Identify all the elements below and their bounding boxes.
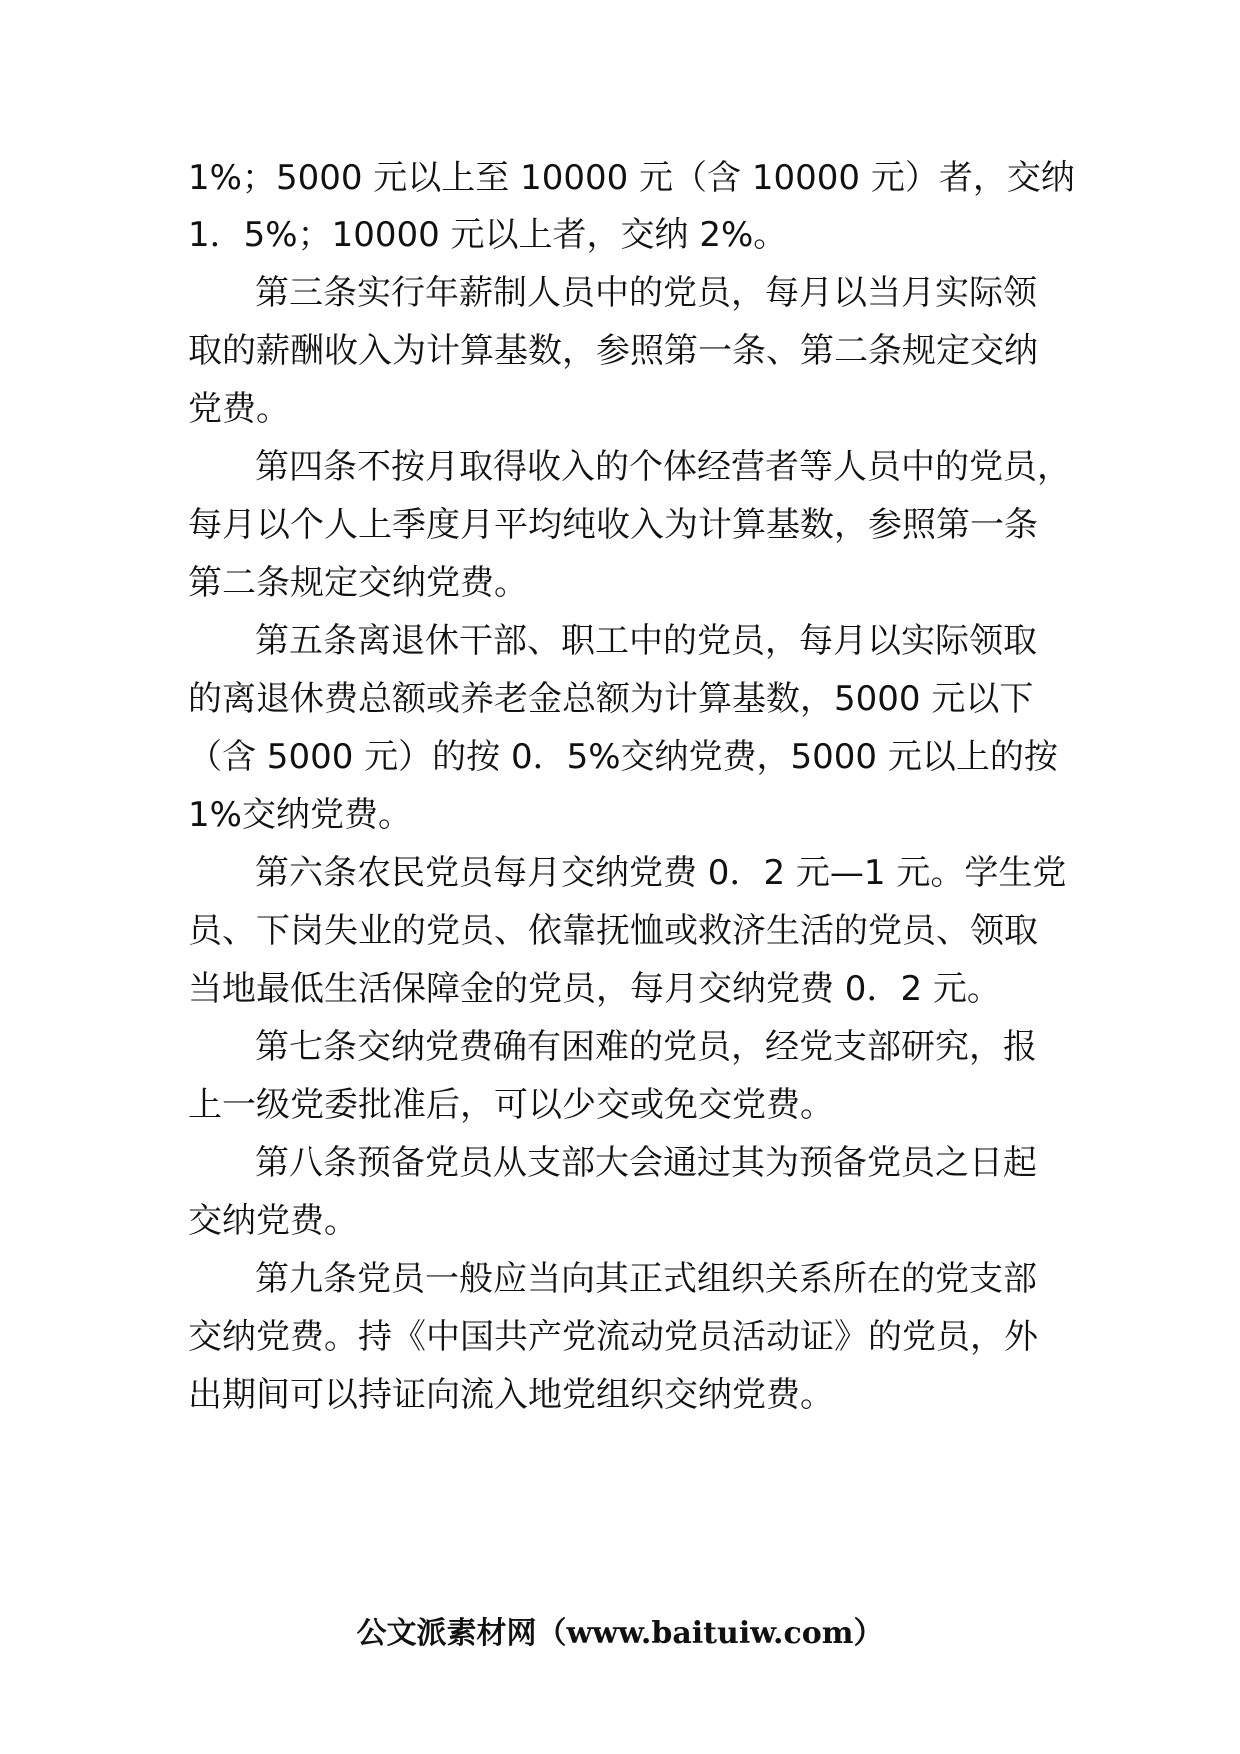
article-9-line-3: 出期间可以持证向流入地党组织交纳党费。: [188, 1375, 834, 1415]
footer-watermark: 公文派素材网（www.baituiw.com）: [356, 1616, 884, 1651]
article-5-line-4: 1%交纳党费。: [188, 795, 412, 835]
article-6-line-1: 第六条农民党员每月交纳党费 0．2 元—1 元。学生党: [255, 853, 1067, 893]
article-5-line-3: （含 5000 元）的按 0．5%交纳党费，5000 元以上的按: [188, 737, 1058, 777]
body-line-1: 1%；5000 元以上至 10000 元（含 10000 元）者，交纳: [188, 158, 1075, 198]
article-7-line-2: 上一级党委批准后，可以少交或免交党费。: [188, 1085, 834, 1125]
article-4-line-2: 每月以个人上季度月平均纯收入为计算基数，参照第一条: [188, 505, 1038, 545]
article-9-line-2: 交纳党费。持《中国共产党流动党员活动证》的党员，外: [188, 1317, 1038, 1357]
article-4-line-1: 第四条不按月取得收入的个体经营者等人员中的党员，: [255, 447, 1071, 487]
article-3-line-2: 取的薪酬收入为计算基数，参照第一条、第二条规定交纳: [188, 331, 1038, 371]
article-8-line-2: 交纳党费。: [188, 1201, 358, 1241]
article-9-line-1: 第九条党员一般应当向其正式组织关系所在的党支部: [255, 1259, 1037, 1299]
article-3-line-3: 党费。: [188, 389, 290, 429]
article-6-line-3: 当地最低生活保障金的党员，每月交纳党费 0．2 元。: [188, 969, 1001, 1009]
article-3-line-1: 第三条实行年薪制人员中的党员，每月以当月实际领: [255, 273, 1037, 313]
body-line-2: 1．5%；10000 元以上者，交纳 2%。: [188, 215, 788, 255]
article-8-line-1: 第八条预备党员从支部大会通过其为预备党员之日起: [255, 1143, 1037, 1183]
article-5-line-1: 第五条离退休干部、职工中的党员，每月以实际领取: [255, 621, 1037, 661]
article-7-line-1: 第七条交纳党费确有困难的党员，经党支部研究，报: [255, 1027, 1037, 1067]
article-5-line-2: 的离退休费总额或养老金总额为计算基数，5000 元以下: [188, 679, 1034, 719]
article-4-line-3: 第二条规定交纳党费。: [188, 563, 528, 603]
article-6-line-2: 员、下岗失业的党员、依靠抚恤或救济生活的党员、领取: [188, 911, 1038, 951]
